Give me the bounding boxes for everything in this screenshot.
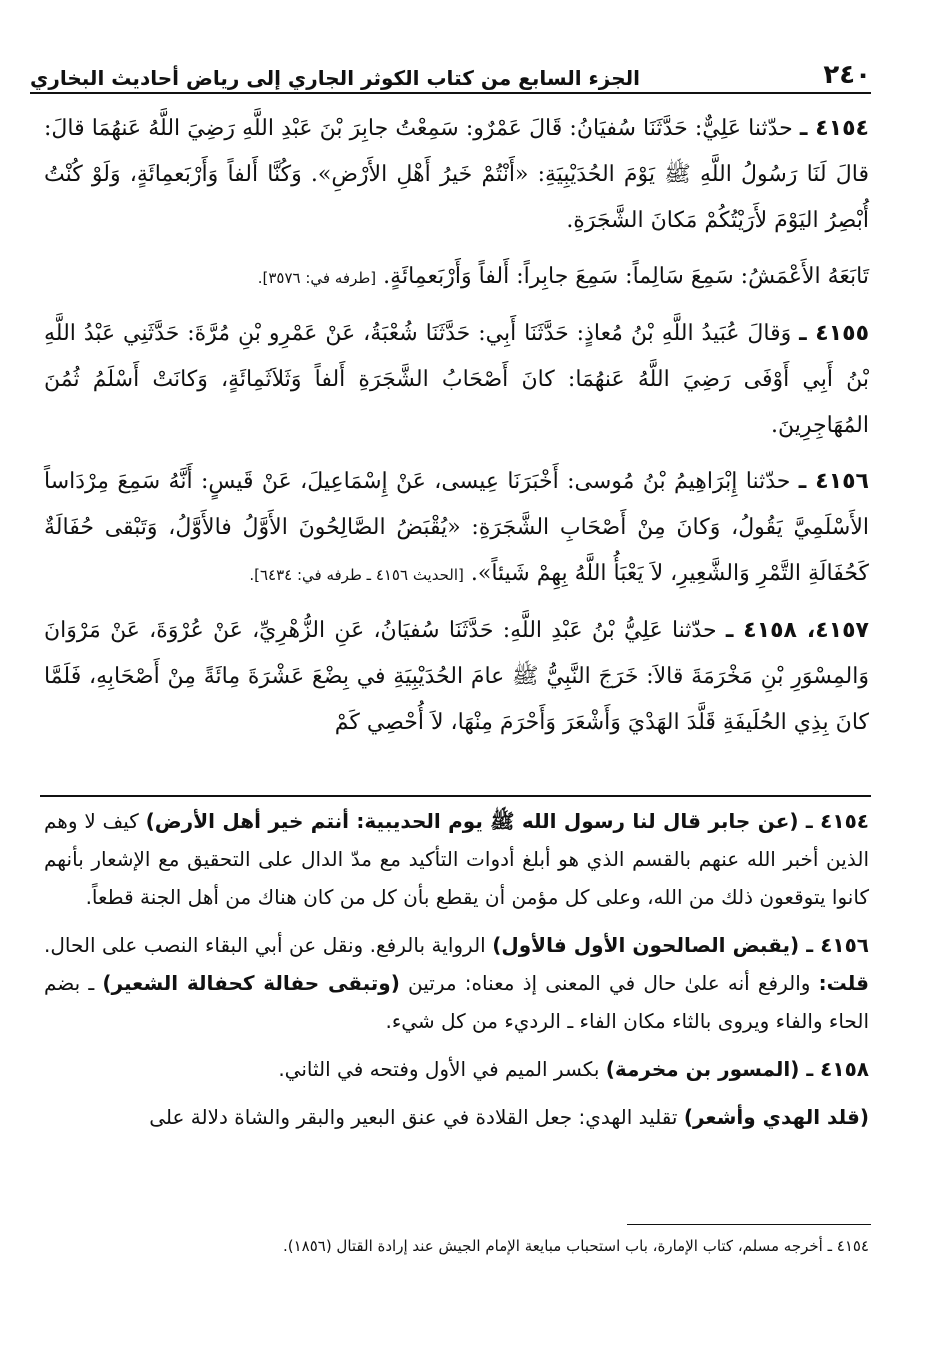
commentary-text: الرواية بالرفع. ونقل عن أبي البقاء النصب على الحال. [44,933,486,957]
hadith-4154-follow [44,254,869,301]
commentary-lemma: ٤١٥٨ ـ (المسور بن مخرمة) [605,1057,869,1081]
hadith-text: حدّثنا عَلِيُّ بْنُ عَبْدِ اللَّهِ: حَدَّثَنَا سُفيَانُ، عَنِ الزُّهْرِيِّ، عَنْ عُرْوَةَ، عَنْ مَرْوَانَ وَالمِسْوَرِ بْنِ مَخْرَمَةَ قالاَ: خَرَجَ النَّبِيُّ ﷺ عامَ الحُدَيْبِيَةِ في بِضْعَ عَشْرَةَ مِائَةً مِنْ أَصْحَابِهِ، فَلَمَّا كانَ بِذِي الحُلَيفَةِ قَلَّدَ الهَدْيَ وَأَشْعَرَ وَأَحْرَمَ مِنْهَا، لاَ أُحْصِي كَمْ [44,618,869,735]
footnote-text: ٤١٥٤ ـ أخرجه مسلم، كتاب الإمارة، باب استحباب مبايعة الإمام الجيش عند إرادة القتال (١٨٥٦). [282,1237,869,1255]
hadith-text: حدّثنا إِبْرَاهِيمُ بْنُ مُوسى: أَخْبَرَنَا عِيسى، عَنْ إِسْمَاعِيلَ، عَنْ قَيسٍ: أَنَّهُ سَمِعَ مِرْدَاساً الأَسْلَمِيَّ يَقُولُ، وَكانَ مِنْ أَصْحَابِ الشَّجَرَةِ: «يُقْبَضُ الصَّالِحُونَ الأَوَّلُ فالأَوَّلُ، وَتَبْقى حُفَالَةٌ كَحُفَالَةِ التَّمْرِ وَالشَّعِيرِ، لاَ يَعْبَأُ اللَّهُ بِهِمْ شَيئاً». [44,469,869,586]
commentary-text: تقليد الهدي: جعل القلادة في عنق البعير والبقر والشاة دلالة على [149,1105,678,1129]
commentary-4158 [44,1050,869,1088]
hadith-follow-text: تَابَعَهُ الأَعْمَشُ: سَمِعَ سَالِماً: سَمِعَ جابِراً: أَلفاً وَأَرْبَعمِائَةٍ. [383,264,869,289]
cross-reference: [طرفه في: ٣٥٧٦]. [257,269,377,287]
hadith-text: وَقالَ عُبَيدُ اللَّهِ بْنُ مُعاذٍ: حَدَّثَنَا أَبِي: حَدَّثَنَا شُعْبَةُ، عَنْ عَمْرِو بْنِ مُرَّةَ: حَدَّثَنِي عَبْدُ اللَّهِ بْنُ أَبِي أَوْفَى رَضِيَ اللَّهُ عَنهُمَا: كانَ أَصْحَابُ الشَّجَرَةِ أَلفاً وَثَلاَثَمِائَةٍ، وَكانَتْ أَسْلَمُ ثُمُنَ المُهَاجِرِينَ. [44,321,869,438]
running-title: الجزء السابع من كتاب الكوثر الجاري إلى رياض أحاديث البخاري [30,66,640,90]
qult-label: قلت: [818,971,870,995]
footnote-rule [627,1224,871,1225]
commentary-text: ـ بضم الحاء والفاء ويروى بالثاء مكان الفاء ـ الرديء من كل شيء. [44,971,869,1033]
commentary-qallada [44,1098,869,1136]
commentary-4154 [44,802,869,916]
commentary-text: بكسر الميم في الأول وفتحه في الثاني. [278,1057,600,1081]
commentary-text: كيف لا وهم الذين أخبر الله عنهم بالقسم الذي هو أبلغ أدوات التأكيد مع مدّ الدال على التحقيق مع الإشعار بأنهم كانوا يتوقعون ذلك من الله، وعلى كل مؤمن أن يقطع بأن كل من كان هناك من أهل الجنة قطعاً. [44,809,869,909]
hadith-4157-4158 [44,608,869,746]
hadith-number: ٤١٥٦ ـ [798,469,869,494]
commentary-section [44,802,869,1146]
commentary-lemma: (قلد الهدي وأشعر) [683,1105,869,1129]
hadith-section [44,106,869,756]
commentary-text: والرفع أنه علىٰ حال في المعنى إذ معناه: مرتين [408,971,811,995]
hadith-number: ٤١٥٧، ٤١٥٨ ـ [725,618,869,643]
commentary-rule [40,795,871,797]
cross-reference: [الحديث ٤١٥٦ ـ طرفه في: ٦٤٣٤]. [249,566,464,584]
page-header [30,48,871,90]
hadith-number: ٤١٥٥ ـ [799,321,869,346]
hadith-4156 [44,459,869,598]
page-number: ٢٤٠ [823,60,871,90]
hadith-number: ٤١٥٤ ـ [799,116,869,141]
commentary-lemma: ٤١٥٦ ـ (يقبض الصالحون الأول فالأول) [492,933,870,957]
header-rule [30,92,871,94]
hadith-4155 [44,311,869,449]
hadith-text: حدّثنا عَلِيٌّ: حَدَّثَنَا سُفيَانُ: قَالَ عَمْرٌو: سَمِعْتُ جابِرَ بْنَ عَبْدِ اللَّهِ رَضِيَ اللَّهُ عَنهُمَا قالَ: قالَ لَنَا رَسُولُ اللَّهِ ﷺ يَوْمَ الحُدَيْبِيَةِ: «أَنْتُمْ خَيرُ أَهْلِ الأَرْضِ». وَكُنَّا أَلفاً وَأَرْبَعمِائَةٍ، وَلَوْ كُنْتُ أُبْصِرُ اليَوْمَ لأَرَيْتُكُمْ مَكانَ الشَّجَرَةِ. [44,116,869,233]
commentary-lemma: ٤١٥٤ ـ (عن جابر قال لنا رسول الله ﷺ يوم الحديبية: أنتم خير أهل الأرض) [145,809,869,833]
hadith-4154 [44,106,869,244]
commentary-lemma: (وتبقى حفالة كحفالة الشعير) [102,971,400,995]
commentary-4156 [44,926,869,1040]
footnote [44,1232,869,1260]
